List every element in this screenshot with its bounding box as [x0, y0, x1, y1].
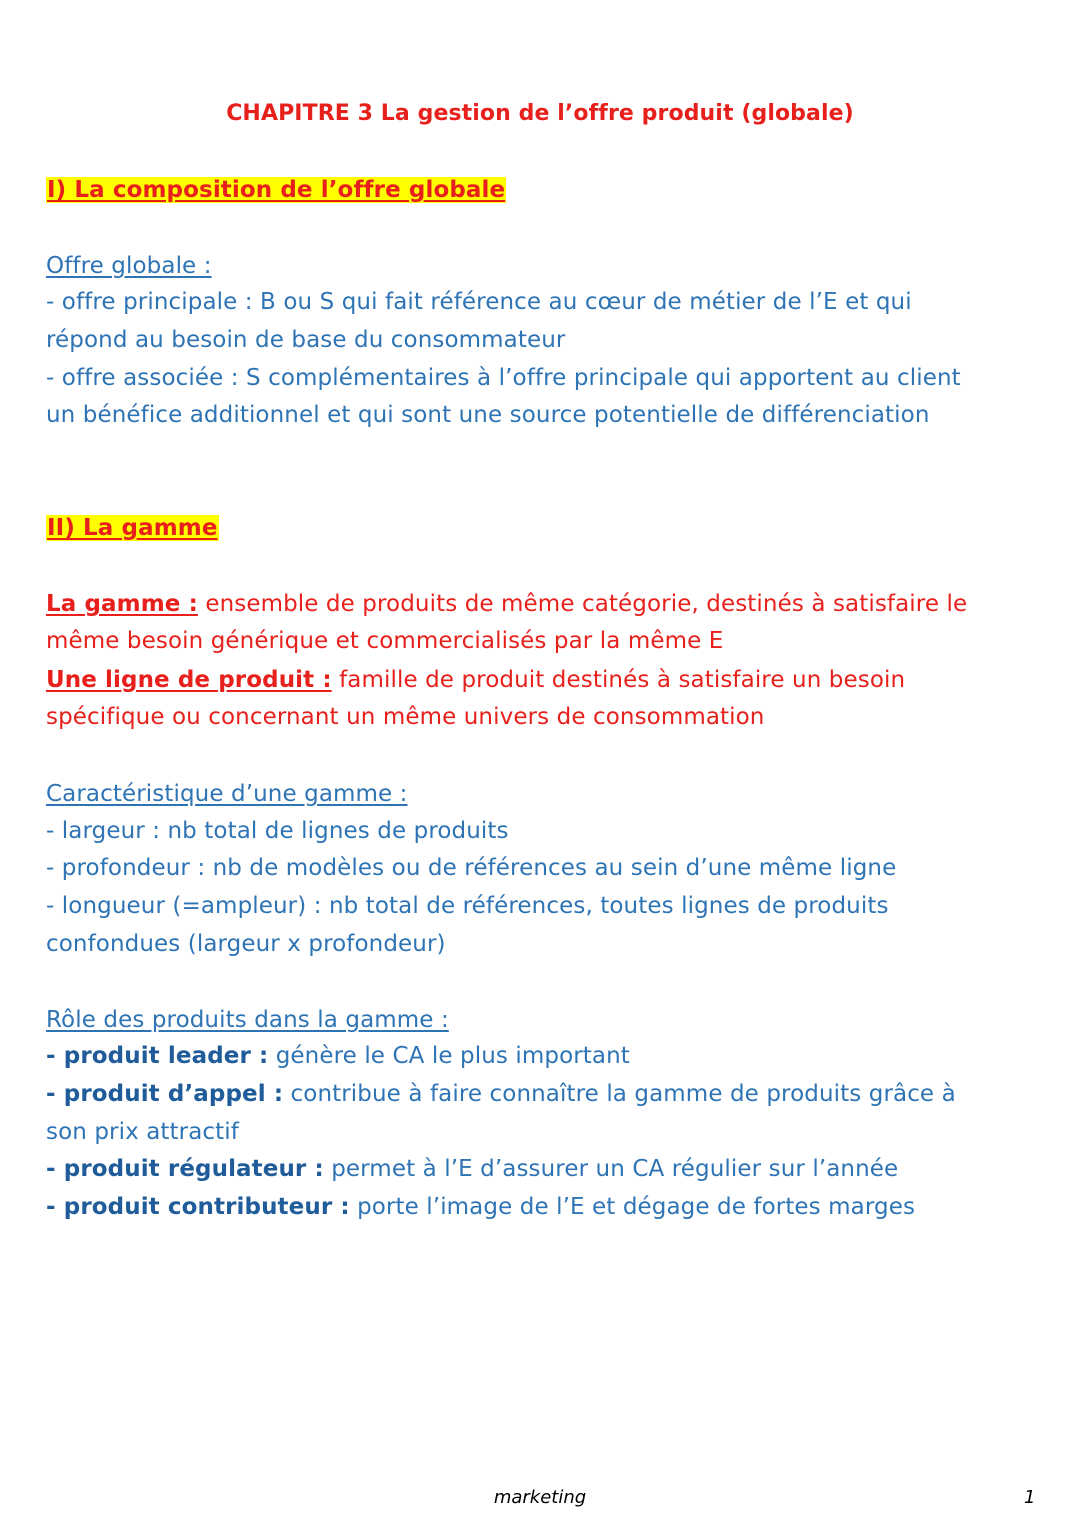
caracteristique-line: - longueur (=ampleur) : nb total de références, toutes lignes de produits	[46, 893, 889, 919]
section1-heading-line	[46, 175, 506, 205]
role-text: contribue à faire connaître la gamme de produits grâce à	[283, 1081, 956, 1107]
role-line	[46, 1192, 915, 1222]
offre-globale-subheading-line	[46, 251, 212, 281]
caracteristique-heading-line	[46, 779, 408, 809]
gamme-term: La gamme :	[46, 591, 198, 617]
chapter-title: CHAPITRE 3 La gestion de l’offre produit (globale)	[226, 101, 854, 126]
caracteristique-line: confondues (largeur x profondeur)	[46, 931, 446, 957]
footer-subject: marketing	[493, 1487, 587, 1508]
gamme-definition: ensemble de produits de même catégorie, destinés à satisfaire le	[197, 591, 968, 617]
section1-line: répond au besoin de base du consommateur	[46, 327, 566, 353]
caracteristique-line: - largeur : nb total de lignes de produits	[46, 818, 509, 844]
ligne-definition: famille de produit destinés à satisfaire un besoin	[331, 667, 906, 693]
ligne-term: Une ligne de produit :	[46, 667, 332, 693]
role-line	[46, 1079, 956, 1109]
role-text: génère le CA le plus important	[268, 1043, 630, 1069]
role-term: - produit régulateur :	[46, 1156, 324, 1182]
section1-heading: I) La composition de l’offre globale	[47, 177, 506, 203]
role-line	[46, 1117, 239, 1147]
ligne-definition-cont: spécifique ou concernant un même univers de consommation	[46, 704, 765, 730]
role-line	[46, 1154, 898, 1184]
gamme-definition-cont: même besoin générique et commercialisés par la même E	[46, 628, 724, 654]
role-heading: Rôle des produits dans la gamme :	[46, 1007, 449, 1033]
role-term: - produit d’appel :	[46, 1081, 284, 1107]
role-term: - produit contributeur :	[46, 1194, 350, 1220]
section2-heading-line	[46, 513, 219, 543]
section1-line: un bénéfice additionnel et qui sont une source potentielle de différenciation	[46, 402, 930, 428]
role-term: - produit leader :	[46, 1043, 269, 1069]
role-heading-line	[46, 1005, 449, 1035]
offre-globale-subheading: Offre globale :	[46, 253, 212, 279]
gamme-definition-line	[46, 589, 967, 619]
ligne-definition-line	[46, 665, 905, 695]
role-text: permet à l’E d’assurer un CA régulier sur l’année	[323, 1156, 899, 1182]
caracteristique-heading: Caractéristique d’une gamme :	[46, 781, 408, 807]
role-line	[46, 1041, 630, 1071]
page-number: 1	[1024, 1487, 1036, 1508]
section1-line: - offre associée : S complémentaires à l’offre principale qui apportent au client	[46, 365, 961, 391]
role-text: son prix attractif	[46, 1119, 239, 1145]
section1-line: - offre principale : B ou S qui fait référence au cœur de métier de l’E et qui	[46, 289, 912, 315]
caracteristique-line: - profondeur : nb de modèles ou de références au sein d’une même ligne	[46, 855, 897, 881]
role-text: porte l’image de l’E et dégage de fortes marges	[349, 1194, 916, 1220]
section2-heading: II) La gamme	[47, 515, 218, 541]
